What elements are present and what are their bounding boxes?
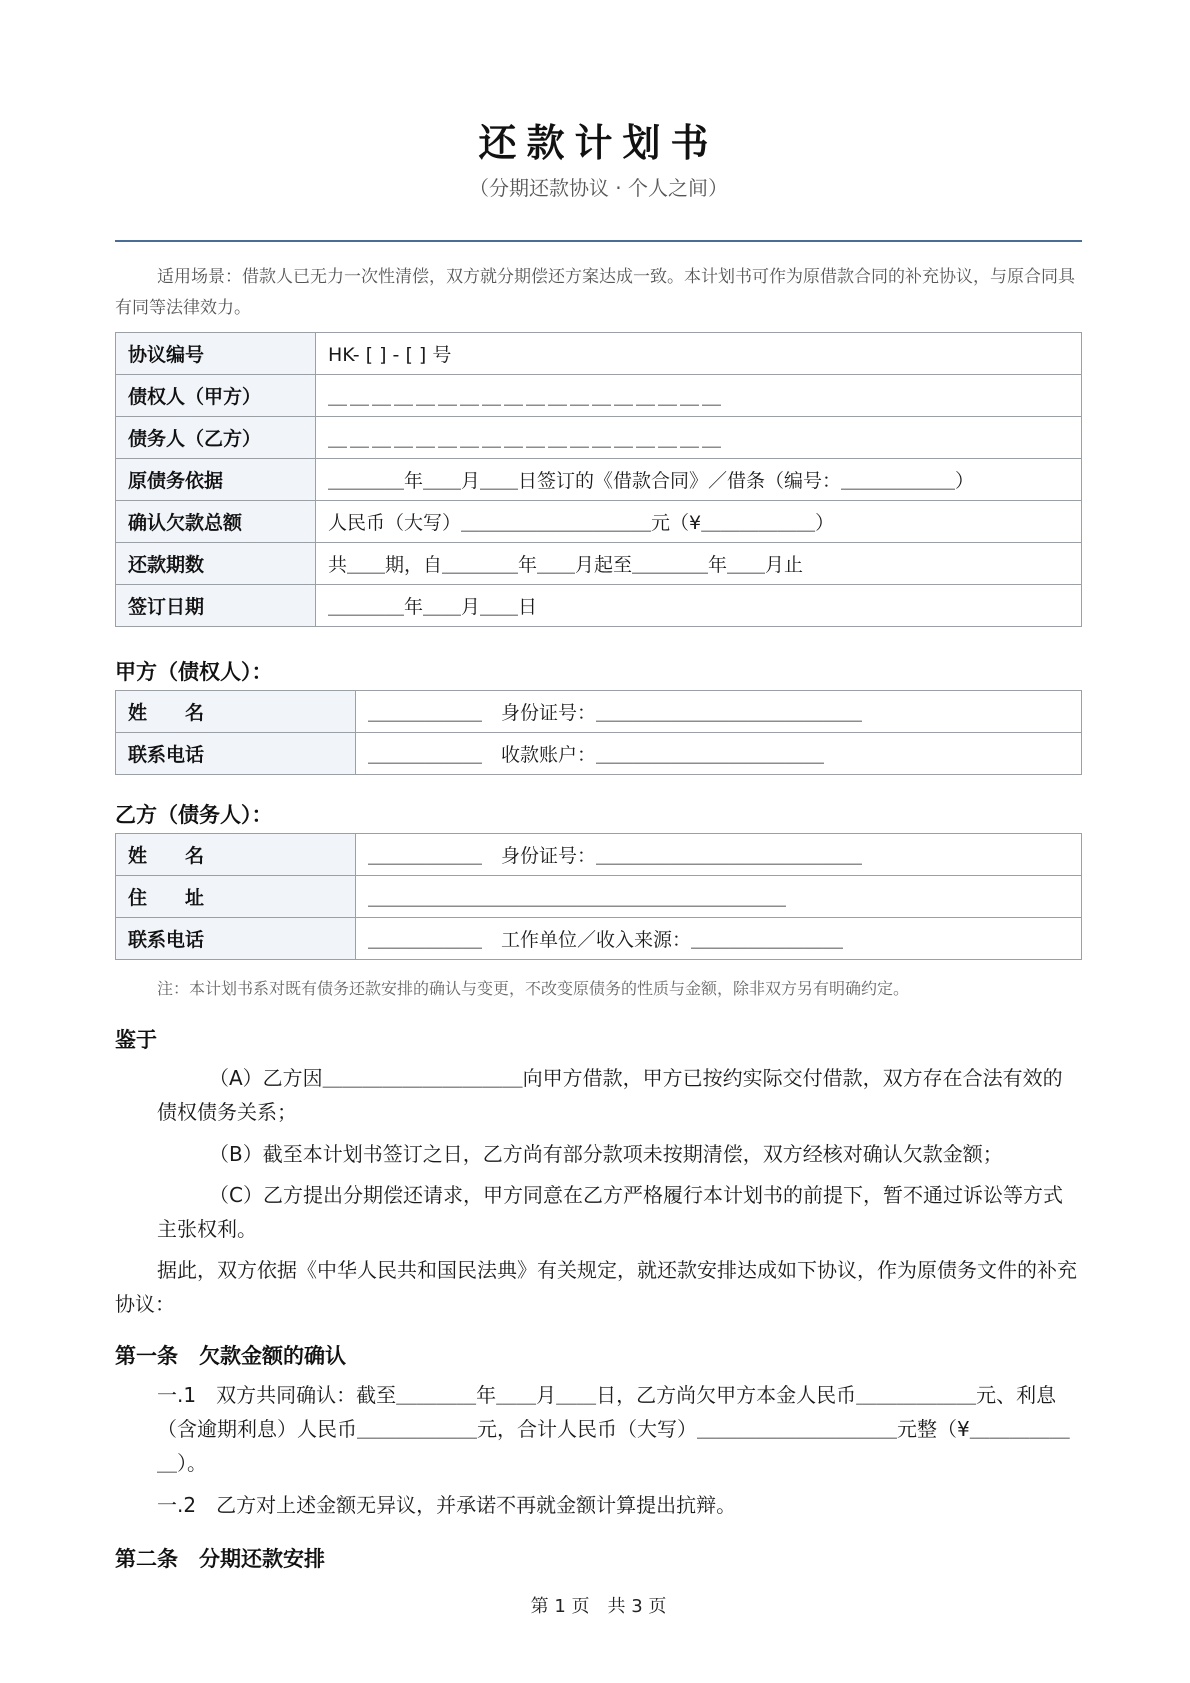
- clause-1-2: 一.2 乙方对上述金额无异议，并承诺不再就金额计算提出抗辩。: [157, 1493, 737, 1517]
- table-row: [116, 918, 1082, 960]
- row-label: 联系电话: [116, 733, 356, 775]
- creditor-field[interactable]: ＿＿＿＿＿＿＿＿＿＿＿＿＿＿＿＿＿＿: [316, 375, 1082, 417]
- row-label: 协议编号: [116, 333, 316, 375]
- table-row: [116, 459, 1082, 501]
- party-b-name-id-field[interactable]: ＿＿＿＿＿＿ 身份证号：＿＿＿＿＿＿＿＿＿＿＿＿＿＿: [356, 834, 1082, 876]
- party-a-table: [115, 690, 1082, 775]
- row-label: 姓 名: [116, 834, 356, 876]
- row-label: 还款期数: [116, 543, 316, 585]
- whereas-conclusion: 据此，双方依据《中华人民共和国民法典》有关规定，就还款安排达成如下协议，作为原债务文件的补充协议：: [115, 1258, 1077, 1316]
- party-b-table: [115, 833, 1082, 960]
- row-label: 债务人（乙方）: [116, 417, 316, 459]
- whereas-item-c: （C）乙方提出分期偿还请求，甲方同意在乙方严格履行本计划书的前提下，暂不通过诉讼等方式主张权利。: [157, 1183, 1063, 1241]
- total-debt-field[interactable]: 人民币（大写）＿＿＿＿＿＿＿＿＿＿元（¥＿＿＿＿＿＿）: [316, 501, 1082, 543]
- whereas-item-a: （A）乙方因＿＿＿＿＿＿＿＿＿＿向甲方借款，甲方已按约实际交付借款，双方存在合法有效的债权债务关系；: [157, 1066, 1063, 1124]
- table-row: [116, 543, 1082, 585]
- row-label: 姓 名: [116, 691, 356, 733]
- clause-1-1: 一.1 双方共同确认：截至＿＿＿＿年＿＿月＿＿日，乙方尚欠甲方本金人民币＿＿＿＿＿＿元、利息（含逾期利息）人民币＿＿＿＿＿＿元，合计人民币（大写）＿＿＿＿＿＿＿＿＿＿元整（¥＿＿＿＿＿＿）。: [157, 1383, 1070, 1475]
- table-row: [116, 375, 1082, 417]
- table-row: [116, 333, 1082, 375]
- whereas-item-b: （B）截至本计划书签订之日，乙方尚有部分款项未按期清偿，双方经核对确认欠款金额；: [209, 1142, 1003, 1166]
- table-row: [116, 876, 1082, 918]
- agreement-info-table: [115, 332, 1082, 627]
- debtor-field[interactable]: ＿＿＿＿＿＿＿＿＿＿＿＿＿＿＿＿＿＿: [316, 417, 1082, 459]
- party-a-name-id-field[interactable]: ＿＿＿＿＿＿ 身份证号：＿＿＿＿＿＿＿＿＿＿＿＿＿＿: [356, 691, 1082, 733]
- row-label: 原债务依据: [116, 459, 316, 501]
- agreement-number-field[interactable]: HK- [ ] - [ ] 号: [316, 333, 1082, 375]
- party-b-address-field[interactable]: ＿＿＿＿＿＿＿＿＿＿＿＿＿＿＿＿＿＿＿＿＿＿: [356, 876, 1082, 918]
- party-a-phone-account-field[interactable]: ＿＿＿＿＿＿ 收款账户：＿＿＿＿＿＿＿＿＿＿＿＿: [356, 733, 1082, 775]
- table-row: [116, 417, 1082, 459]
- whereas-heading: 鉴于: [115, 1028, 157, 1052]
- table-row: [116, 733, 1082, 775]
- article-1-heading: 第一条 欠款金额的确认: [115, 1344, 346, 1368]
- row-label: 确认欠款总额: [116, 501, 316, 543]
- document-subtitle: （分期还款协议 · 个人之间）: [468, 176, 729, 200]
- row-label: 联系电话: [116, 918, 356, 960]
- party-b-heading: 乙方（债务人）：: [115, 803, 273, 827]
- sign-date-field[interactable]: ＿＿＿＿年＿＿月＿＿日: [316, 585, 1082, 627]
- table-row: [116, 501, 1082, 543]
- intro-paragraph: 适用场景：借款人已无力一次性清偿，双方就分期偿还方案达成一致。本计划书可作为原借款合同的补充协议，与原合同具有同等法律效力。: [115, 267, 1075, 318]
- table-row: [116, 585, 1082, 627]
- table-row: [116, 834, 1082, 876]
- table-row: [116, 691, 1082, 733]
- page-footer: 第 1 页 共 3 页: [530, 1596, 667, 1617]
- row-label: 债权人（甲方）: [116, 375, 316, 417]
- row-label: 住 址: [116, 876, 356, 918]
- party-a-heading: 甲方（债权人）：: [115, 660, 273, 684]
- party-b-phone-employer-field[interactable]: ＿＿＿＿＿＿ 工作单位／收入来源：＿＿＿＿＿＿＿＿: [356, 918, 1082, 960]
- document-title: 还款计划书: [478, 121, 719, 165]
- debt-basis-field[interactable]: ＿＿＿＿年＿＿月＿＿日签订的《借款合同》／借条（编号：＿＿＿＿＿＿）: [316, 459, 1082, 501]
- row-label: 签订日期: [116, 585, 316, 627]
- note-text: 注：本计划书系对既有债务还款安排的确认与变更，不改变原债务的性质与金额，除非双方另有明确约定。: [157, 979, 910, 998]
- installments-field[interactable]: 共＿＿期，自＿＿＿＿年＿＿月起至＿＿＿＿年＿＿月止: [316, 543, 1082, 585]
- title-divider: [115, 240, 1082, 242]
- article-2-heading: 第二条 分期还款安排: [115, 1547, 325, 1571]
